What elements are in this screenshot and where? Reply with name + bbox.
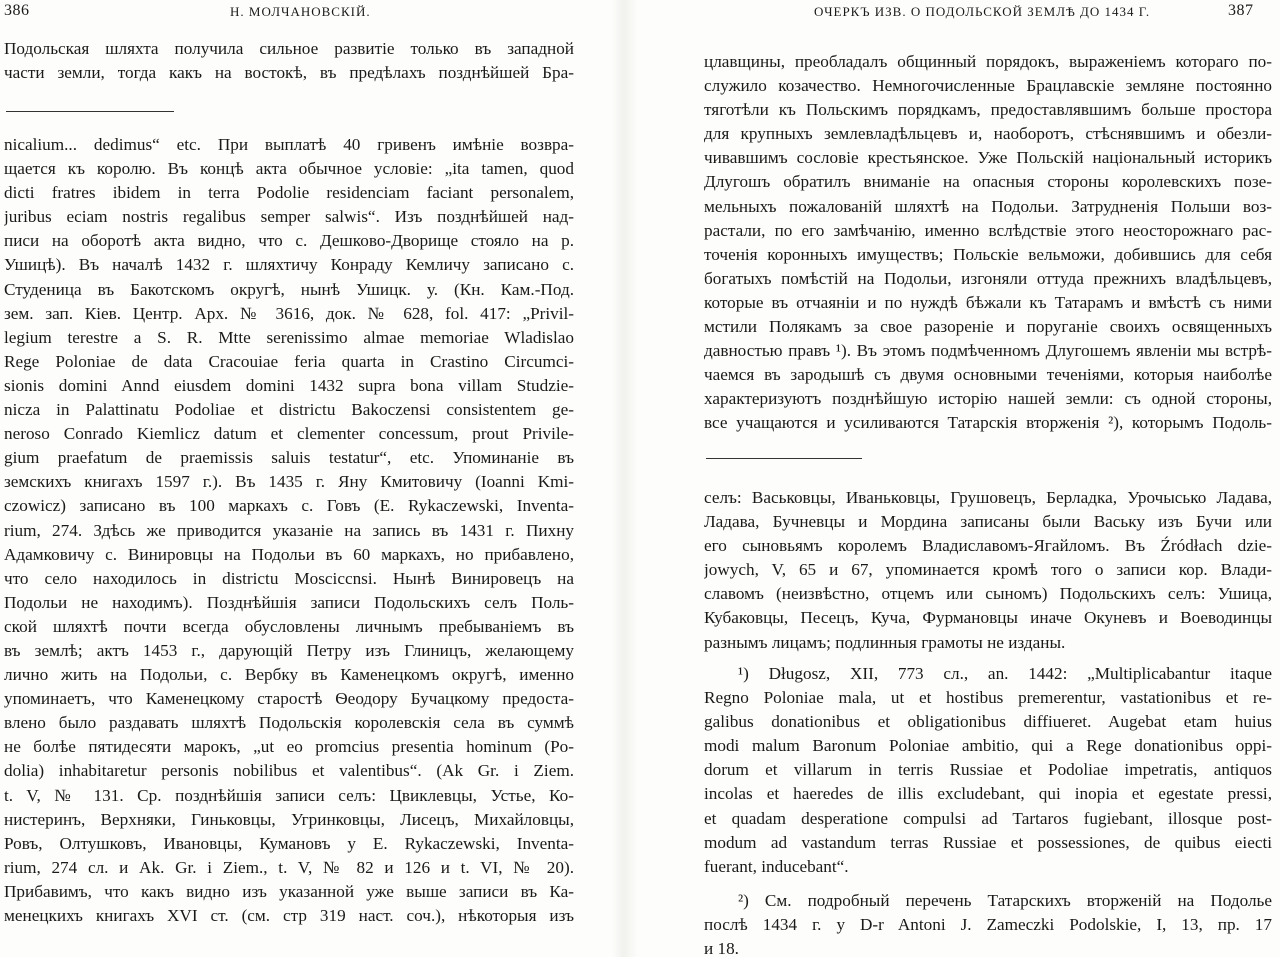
text-line: давностью правъ ¹). Въ этомъ подмѣченномъ Длугошемъ явленіи мы встрѣ- [704, 341, 1272, 361]
text-line: modum ad vastandum terras Russiae et possessiones, de quibus eiecti [704, 832, 1272, 852]
text-line: Кубаковцы, Песецъ, Куча, Фурмановцы иначе Окуневъ и Воеводинцы [704, 608, 1272, 628]
text-line: точенія коронныхъ имуществъ; Польскіе вельможи, добившись для себя [704, 244, 1272, 264]
text-line: что село находилось in districtu Mosciccnsi. Нынѣ Винировецъ на [4, 568, 574, 588]
text-line: которые въ отчаяніи и по нуждѣ бѣжали къ Татарамъ и вмѣстѣ съ ними [704, 292, 1272, 312]
text-line: цлавщины, преобладалъ общинный порядокъ, выраженіемъ котораго по- [704, 52, 1272, 71]
text-line: et quadam desperatione compulsi ad Tartaros fugiebant, illosque post- [704, 808, 1272, 828]
book-gutter [612, 0, 638, 957]
text-line: Подольи не находимъ). Позднѣйшія записи Подольскихъ селъ Поль- [4, 592, 574, 612]
footnote-separator [706, 458, 862, 459]
text-line: нистеринъ, Верхняки, Гиньковцы, Угринковцы, Лисецъ, Михайловцы, [4, 809, 574, 829]
right-running-header [640, 2, 1280, 24]
text-line: incolas et haeredes de illis excludebant, qui inopia et egestate pressi, [704, 784, 1272, 804]
left-footnote-text [4, 133, 574, 928]
text-line: Regno Poloniae mala, ut et hostibus premerentur, vastationibus et re- [704, 688, 1272, 708]
left-running-header [0, 2, 610, 24]
text-line: богатыхъ помѣстій на Подольи, изгоняли оттуда прежнихъ владѣльцевъ, [704, 268, 1272, 288]
text-line: juribus eciam nostris regalibus semper salwis“. Изъ позднѣйшей над- [4, 207, 574, 227]
left-main-text [4, 37, 574, 85]
text-line: и 18. [704, 939, 739, 957]
right-footnote-continuation [704, 486, 1272, 655]
text-line: писи на оборотѣ акта видно, что с. Дешково-Дворище стояло на р. [4, 231, 574, 251]
text-line: dicti fratres ibidem in terra Podolie residenciam faciant personalem, [4, 183, 574, 203]
text-line: czowicz) записано въ 100 маркахъ с. Говъ (E. Rykaczewski, Inventa- [4, 496, 574, 516]
text-line: мстили Полякамъ за свое разореніе и поруганіе своихъ освященныхъ [704, 317, 1272, 337]
text-line: ²) См. подробный перечень Татарскихъ вторженій на Подолье [738, 891, 1272, 910]
text-line: Длугошъ обратилъ вниманіе на опасныя стороны королевскихъ позе- [704, 172, 1272, 192]
text-line: dolia) inhabitaretur personis nobilibus et valentibus“. (Ak Gr. i Ziem. [4, 761, 574, 781]
text-line: чивавшимъ сословіе крестьянское. Уже Польскій національный историкъ [704, 148, 1272, 168]
text-line: ской шляхтѣ почти всегда обусловлены личнымъ пребываніемъ въ [4, 616, 574, 636]
right-main-text [704, 50, 1272, 436]
text-line: менецкихъ книгахъ XVI ст. (см. стр 319 наст. соч.), нѣкоторыя изъ [4, 906, 574, 925]
footnote-1 [704, 662, 1272, 879]
text-line: упоминаетъ, что Каменецкому старостѣ Ѳеодору Бучацкому предоста- [4, 689, 574, 709]
text-line: t. V, № 131. Ср. позднѣйшія записи селъ: Цвиклевцы, Устье, Ко- [4, 785, 574, 805]
footnote-2 [704, 889, 1272, 957]
text-line: тяготѣли къ Польскимъ порядкамъ, предоставлявшимъ больше простора [704, 100, 1272, 120]
text-line: щается къ королю. Въ концѣ акта обычное условіе: „ita tamen, quod [4, 159, 574, 179]
text-line: славомъ (неизвѣстно, отцемъ или сыномъ) Подольскихъ селъ: Ушица, [704, 584, 1272, 604]
text-line: послѣ 1434 г. у D-r Antoni J. Zameczki Podolskie, I, 13, пр. 17 [704, 915, 1272, 935]
text-line: части земли, тогда какъ на востокѣ, въ предѣлахъ позднѣйшей Бра- [4, 63, 574, 83]
text-line: jowych, V, 65 и 67, упоминается кромѣ того о записи кор. Влади- [704, 560, 1272, 580]
text-line: Ладава, Бучневцы и Мордина записаны были Ваську изъ Бучи или [704, 512, 1272, 532]
text-line: galibus donationibus et obligationibus diffiueret. Augebat etam huius [704, 712, 1272, 732]
text-line: растали, по его замѣчанію, именно вслѣдствіе этого неосторожнаго рас- [704, 220, 1272, 240]
text-line: лично жить на Подольи, с. Вербку въ Каменецкомъ округѣ, именно [4, 665, 574, 685]
text-line: мельныхъ пожалованій шляхтѣ на Подольи. Затрудненія Польши воз- [704, 196, 1272, 216]
text-line: земскихъ книгахъ 1597 г.). Въ 1435 г. Яну Кмитовичу (Ioanni Kmi- [4, 472, 574, 492]
text-line: зем. зап. Кiев. Центр. Арх. № 3616, док. № 628, fol. 417: „Privil- [4, 303, 574, 323]
text-line: не болѣе пятидесяти марокъ, „ut eo promcius presentia hominum (Po- [4, 737, 574, 757]
text-line: modi malum Baronum Poloniae ambitio, qui a Rege donationibus oppi- [704, 736, 1272, 756]
text-line: влено было раздавать шляхтѣ Подольскія королевскія села въ суммѣ [4, 713, 574, 733]
text-line: ¹) Długosz, XII, 773 сл., an. 1442: „Multiplicabantur itaque [738, 664, 1272, 683]
text-line: nicalium... dedimus“ etc. При выплатѣ 40 гривенъ имѣніе возвра- [4, 135, 574, 154]
text-line: для крупныхъ землевладѣльцевъ и, наоборотъ, стѣснявшимъ и обезли- [704, 124, 1272, 144]
text-line: Rege Poloniae de data Cracouiae feria quarta in Crastino Circumci- [4, 351, 574, 371]
running-head: Н. МОЛЧАНОВСКІЙ. [230, 4, 371, 19]
text-line: nicza in Palattinatu Podoliae et districtu Bakoczensi consistentem ge- [4, 400, 574, 420]
text-line: gium praefatum de praemissis saluis testatur“, etc. Упоминаніе въ [4, 448, 574, 468]
text-line: rium, 274 сл. и Ak. Gr. i Ziem., t. V, № 82 и 126 и t. VI, № 20). [4, 857, 574, 877]
text-line: fuerant, inducebant“. [704, 856, 849, 876]
text-line: разнымъ лицамъ; подлинныя грамоты не изданы. [704, 632, 1066, 652]
text-line: Ровъ, Олтушковъ, Ивановцы, Кумановъ у E. Rykaczewski, Inventa- [4, 833, 574, 853]
left-page [0, 0, 610, 957]
text-line: Подольская шляхта получила сильное развитіе только въ западной [4, 39, 574, 58]
text-line: dorum et villarum in terris Russiae et Podoliae impetratis, antiquos [704, 760, 1272, 780]
text-line: все учащаются и усиливаются Татарскія вторженія ²), которымъ Подоль- [704, 413, 1272, 433]
footnote-separator [6, 111, 174, 112]
text-line: sionis domini Annd eiusdem domini 1432 supra bona villam Studzie- [4, 375, 574, 395]
text-line: Ушицѣ). Въ началѣ 1432 г. шляхтичу Конраду Кемличу записано с. [4, 255, 574, 275]
text-line: селъ: Васьковцы, Иваньковцы, Грушовецъ, Берладка, Урочысько Ладава, [704, 488, 1272, 507]
page-number: 386 [4, 2, 30, 19]
text-line: Студеница въ Бакотскомъ округѣ, нынѣ Ушицк. у. (Кн. Кам.-Под. [4, 279, 574, 299]
text-line: служило козачество. Немногочисленные Брацлавскіе земляне постоянно [704, 76, 1272, 96]
text-line: neroso Conrado Kiemlicz datum et clementer concessum, prout Privile- [4, 424, 574, 444]
right-page [640, 0, 1280, 957]
text-line: rium, 274. Здѣсь же приводится указаніе на запись въ 1431 г. Пихну [4, 520, 574, 540]
text-line: Прибавимъ, что какъ видно изъ указанной уже выше записи въ Ка- [4, 881, 574, 901]
text-line: его сыновьямъ королемъ Владиславомъ-Ягайломъ. Въ Źródłach dzie- [704, 536, 1272, 556]
page-number: 387 [1228, 2, 1254, 19]
text-line: чаемся въ зародышѣ съ двумя основными теченіями, которыя наиболѣе [704, 365, 1272, 385]
text-line: legium terestre a S. R. Mtte serenissimo almae memoriae Wladislao [4, 327, 574, 347]
text-line: Адамковичу с. Винировцы на Подольи въ 60 маркахъ, но прибавлено, [4, 544, 574, 564]
text-line: въ землѣ; актъ 1453 г., дарующій Петру изъ Глиницъ, желающему [4, 640, 574, 660]
text-line: характеризуютъ позднѣйшую исторію нашей земли: съ одной стороны, [704, 389, 1272, 409]
running-head: ОЧЕРКЪ ИЗВ. О ПОДОЛЬСКОЙ ЗЕМЛѢ ДО 1434 Г. [814, 4, 1151, 19]
